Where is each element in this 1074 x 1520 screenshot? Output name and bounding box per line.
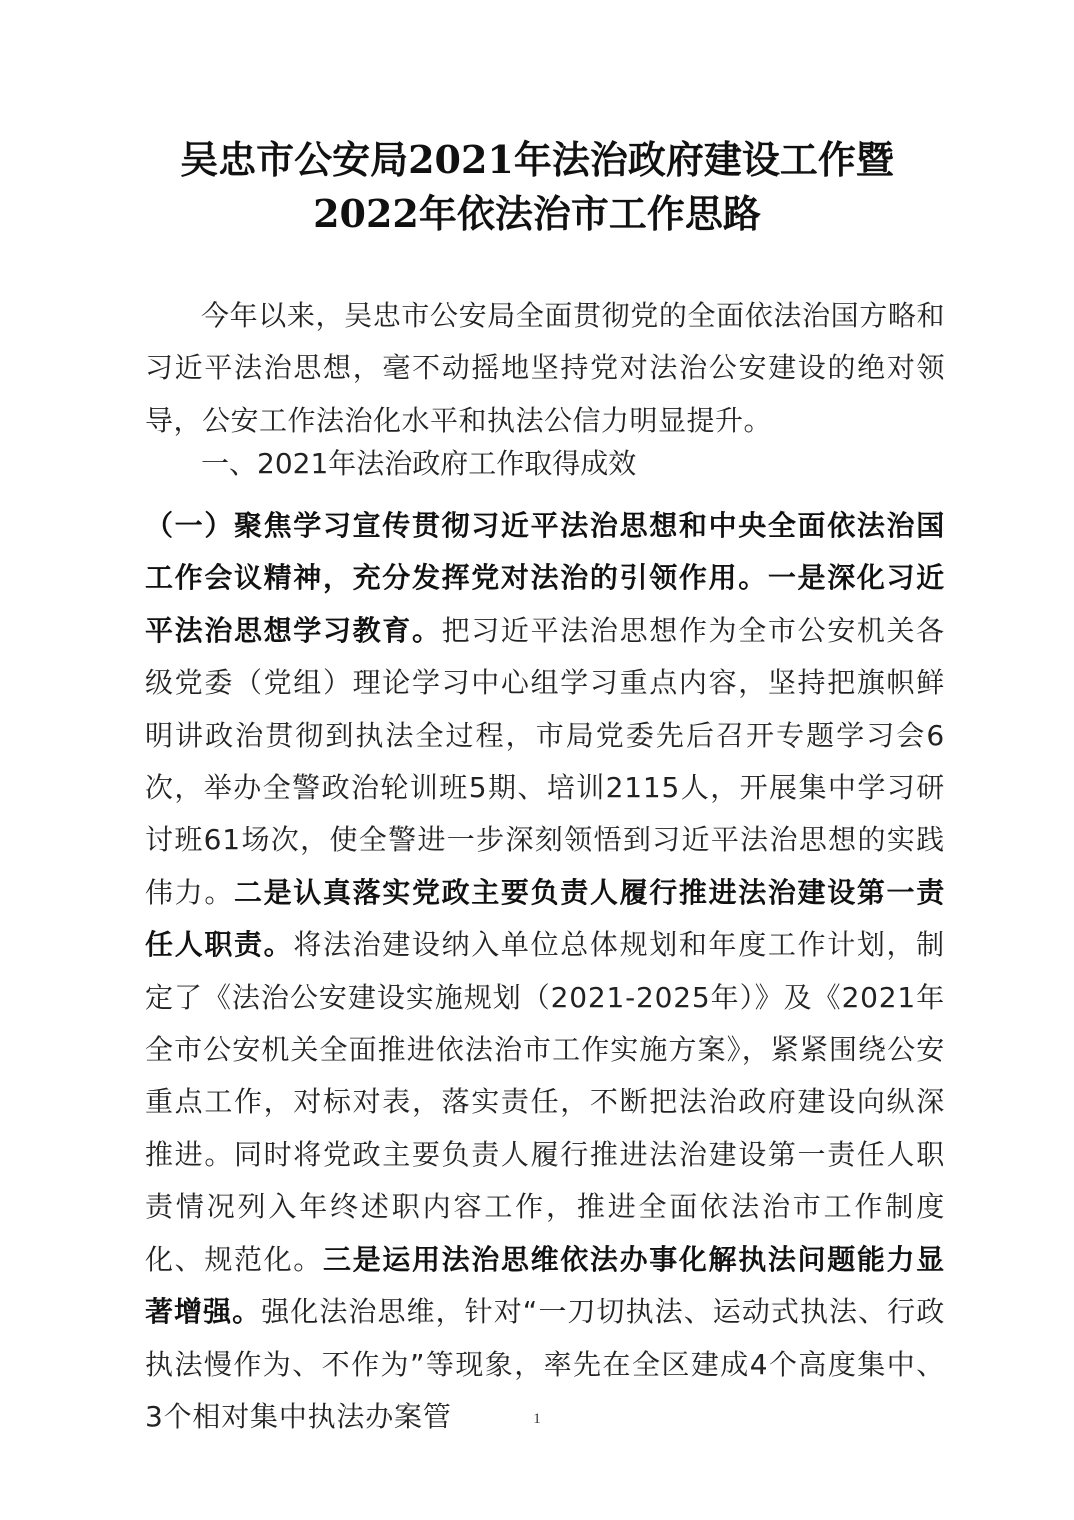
subsection-heading-1: （一）聚焦学习宣传贯彻习近平法治思想和中央全面依法治国工作会议精神，充分发挥党对法治的引领作用。 bbox=[145, 509, 945, 595]
section-heading-1: 一、2021年法治政府工作取得成效 bbox=[201, 447, 637, 480]
page-number: 1 bbox=[533, 1411, 541, 1427]
point-3-heading: 三是运用法治思维依法办事化解执法问题能力显著增强。 bbox=[145, 1242, 945, 1329]
intro-paragraph: 今年以来，吴忠市公安局全面贯彻党的全面依法治国方略和习近平法治思想，毫不动摇地坚持党对法治公安建设的绝对领导，公安工作法治化水平和执法公信力明显提升。 bbox=[145, 299, 945, 437]
document-title-line-1: 吴忠市公安局2021年法治政府建设工作暨 bbox=[180, 137, 894, 182]
document-title-line-2: 2022年依法治市工作思路 bbox=[313, 191, 761, 236]
point-1-text: 把习近平法治思想作为全市公安机关各级党委（党组）理论学习中心组学习重点内容，坚持把旗帜鲜明讲政治贯彻到执法全过程，市局党委先后召开专题学习会6次，举办全警政治轮训班5期、培训2115人，开展集中学习研讨班61场次，使全警进一步深刻领悟到习近平法治思想的实践伟力。 bbox=[145, 613, 945, 909]
paragraph-1 bbox=[145, 500, 945, 1443]
point-2-text: 将法治建设纳入单位总体规划和年度工作计划，制定了《法治公安建设实施规划（2021-2025年）》及《2021年全市公安机关全面推进依法治市工作实施方案》，紧紧围绕公安重点工作，对标对表，落实责任，不断把法治政府建设向纵深推进。同时将党政主要负责人履行推进法治建设第一责任人职责情况列入年终述职内容工作，推进全面依法治市工作制度化、规范化。 bbox=[145, 928, 945, 1276]
point-1-heading: 一是深化习近平法治思想学习教育。 bbox=[145, 561, 945, 647]
point-3-text: 强化法治思维，针对“一刀切执法、运动式执法、行政执法慢作为、不作为”等现象，率先在全区建成4个高度集中、3个相对集中执法办案管 bbox=[145, 1295, 945, 1433]
point-2-heading: 二是认真落实党政主要负责人履行推进法治建设第一责任人职责。 bbox=[145, 875, 945, 962]
